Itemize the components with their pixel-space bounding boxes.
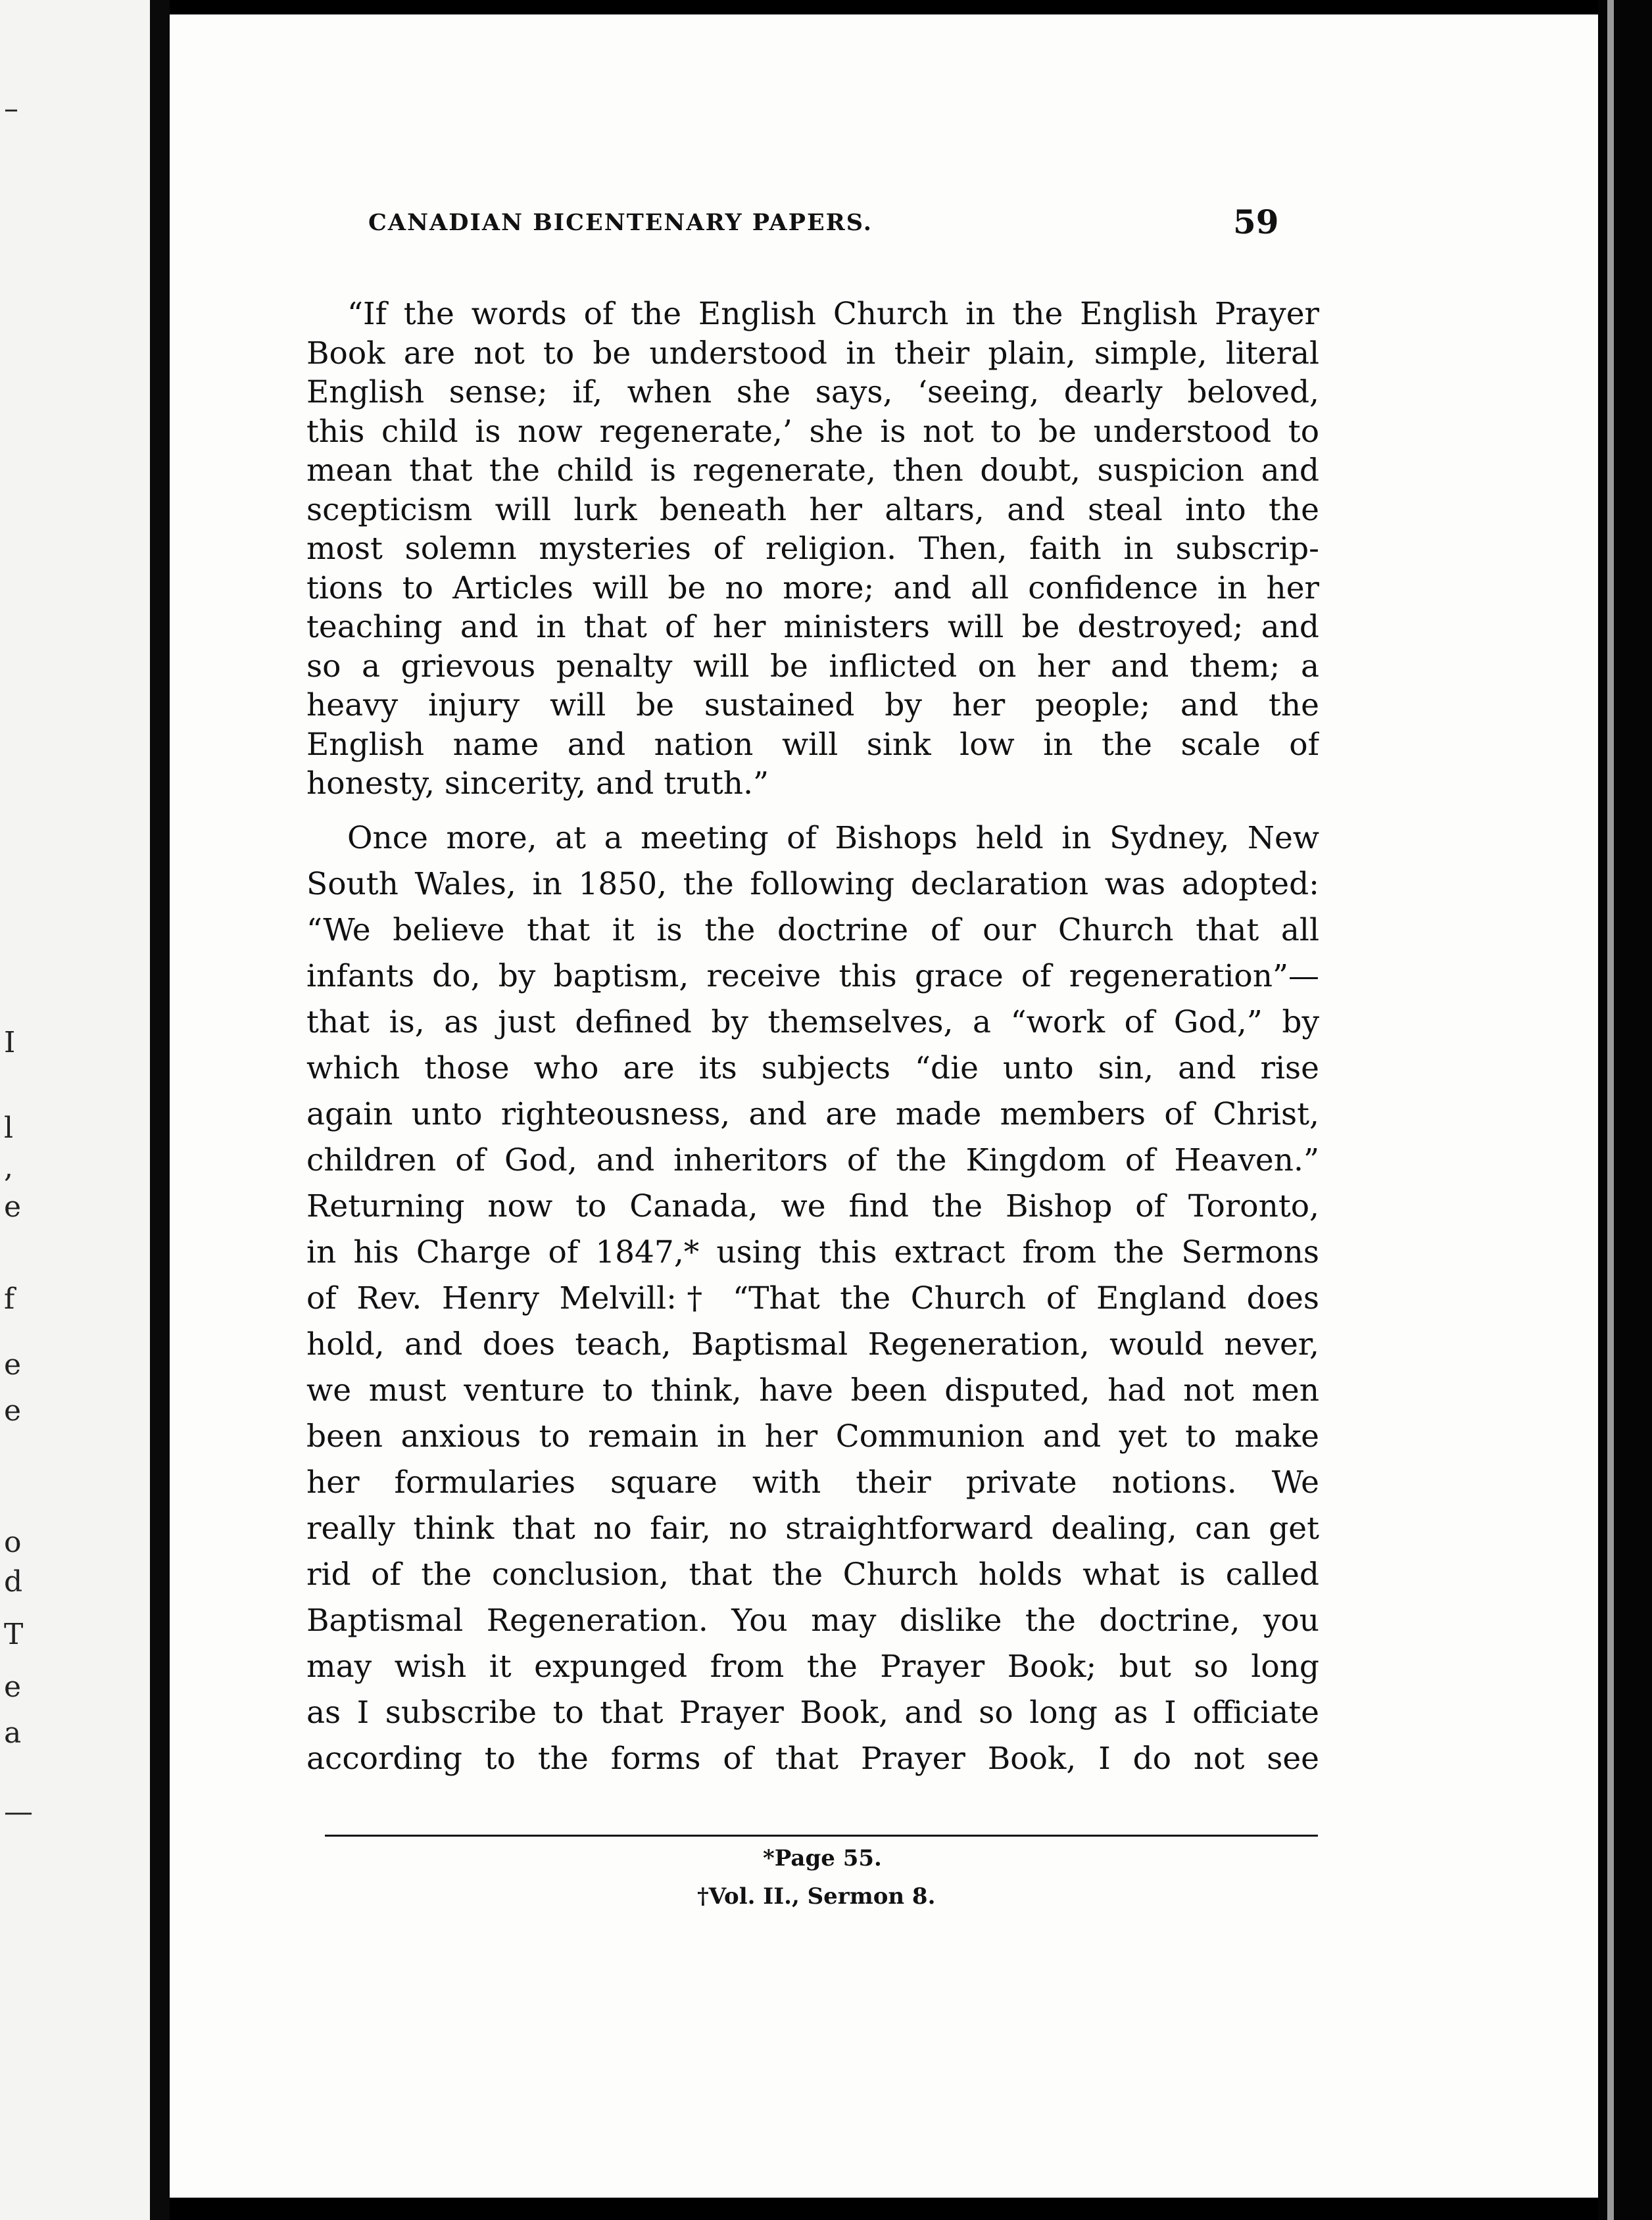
fragment: a xyxy=(4,1716,22,1750)
fragment: d xyxy=(4,1565,23,1599)
text-line: “We believe that it is the doctrine of our Church that all xyxy=(306,912,1319,948)
fragment: T xyxy=(4,1618,24,1651)
facing-page-edge xyxy=(0,0,150,2220)
running-head: CANADIAN BICENTENARY PAPERS. xyxy=(368,209,873,236)
fragment: e xyxy=(4,1190,22,1224)
footnote: *Page 55. xyxy=(763,1845,882,1871)
text-line: English name and nation will sink low in the scale of xyxy=(306,726,1319,763)
fragment: o xyxy=(4,1526,22,1559)
fragment: – xyxy=(4,92,18,126)
footnote: †Vol. II., Sermon 8. xyxy=(697,1883,936,1910)
text-line: which those who are its subjects “die unto sin, and rise xyxy=(306,1050,1319,1086)
text-line: most solemn mysteries of religion. Then, faith in subscrip- xyxy=(306,531,1319,567)
text-line: her formularies square with their private notions. We xyxy=(306,1464,1319,1501)
text-line: according to the forms of that Prayer Book, I do not see xyxy=(306,1741,1319,1777)
fragment: I xyxy=(4,1026,16,1059)
text-line: in his Charge of 1847,* using this extract from the Sermons xyxy=(306,1234,1319,1270)
text-line: Book are not to be understood in their plain, simple, literal xyxy=(306,335,1319,372)
text-line: so a grievous penalty will be inflicted on her and them; a xyxy=(306,648,1319,685)
fragment: , xyxy=(4,1151,13,1184)
text-line: heavy injury will be sustained by her people; and the xyxy=(306,687,1319,723)
text-line: children of God, and inheritors of the Kingdom of Heaven.” xyxy=(306,1142,1319,1178)
fragment: — xyxy=(4,1795,33,1829)
text-line: Once more, at a meeting of Bishops held in Sydney, New xyxy=(347,820,1319,856)
text-line: infants do, by baptism, receive this grace of regeneration”— xyxy=(306,958,1319,994)
text-line: mean that the child is regenerate, then doubt, suspicion and xyxy=(306,452,1319,489)
text-line: scepticism will lurk beneath her altars, and steal into the xyxy=(306,491,1319,528)
scan-right-border xyxy=(1598,0,1652,2220)
facing-page-fragments xyxy=(0,0,39,2220)
text-line: we must venture to think, have been disputed, had not men xyxy=(306,1372,1319,1409)
footnote-rule xyxy=(325,1835,1318,1837)
fragment: l xyxy=(4,1111,14,1145)
page-number: 59 xyxy=(1233,203,1279,241)
fragment: e xyxy=(4,1394,22,1428)
text-line: really think that no fair, no straightforward dealing, can get xyxy=(306,1510,1319,1547)
fragment: e xyxy=(4,1670,22,1704)
text-line: as I subscribe to that Prayer Book, and so long as I officiate xyxy=(306,1695,1319,1731)
text-line: this child is now regenerate,’ she is not to be understood to xyxy=(306,413,1319,450)
text-line: Returning now to Canada, we find the Bishop of Toronto, xyxy=(306,1188,1319,1224)
text-line: Baptismal Regeneration. You may dislike the doctrine, you xyxy=(306,1603,1319,1639)
text-line: “If the words of the English Church in the English Prayer xyxy=(347,296,1319,332)
text-line: been anxious to remain in her Communion and yet to make xyxy=(306,1418,1319,1455)
quote-paragraph xyxy=(306,295,1319,804)
text-line: hold, and does teach, Baptismal Regeneration, would never, xyxy=(306,1326,1319,1363)
text-line: English sense; if, when she says, ‘seeing, dearly beloved, xyxy=(306,374,1319,410)
page-edge-stripe xyxy=(1607,0,1614,2220)
text-line: tions to Articles will be no more; and all confidence in her xyxy=(306,569,1319,606)
text-line: South Wales, in 1850, the following declaration was adopted: xyxy=(306,866,1319,902)
main-paragraph xyxy=(306,815,1319,1782)
text-line: again unto righteousness, and are made members of Christ, xyxy=(306,1096,1319,1132)
text-line: honesty, sincerity, and truth.” xyxy=(306,765,769,802)
fragment: e xyxy=(4,1348,22,1382)
fragment: f xyxy=(4,1282,15,1316)
text-line: teaching and in that of her ministers will be destroyed; and xyxy=(306,609,1319,645)
text-line: of Rev. Henry Melvill:† “That the Church of England does xyxy=(306,1280,1319,1316)
text-line: rid of the conclusion, that the Church holds what is called xyxy=(306,1556,1319,1593)
text-line: that is, as just defined by themselves, a “work of God,” by xyxy=(306,1004,1319,1040)
binding-gutter xyxy=(150,0,170,2220)
text-line: may wish it expunged from the Prayer Book; but so long xyxy=(306,1649,1319,1685)
